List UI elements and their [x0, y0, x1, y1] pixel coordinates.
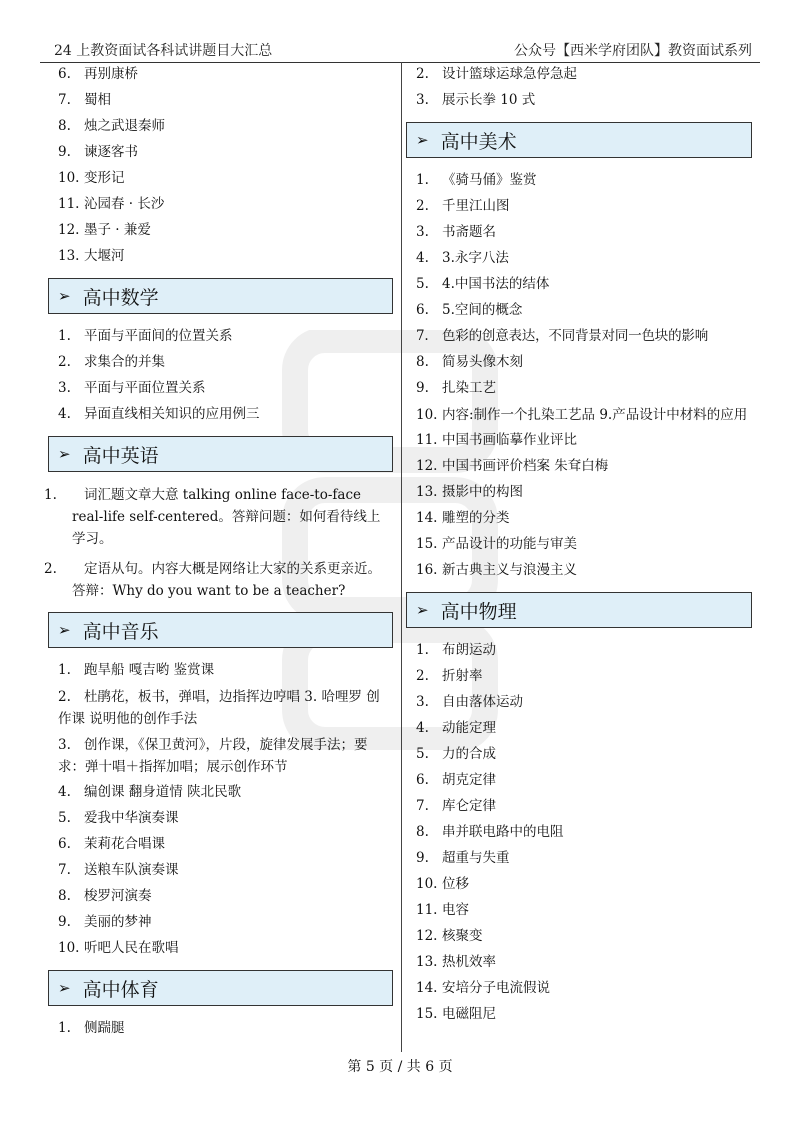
list-item: 1. 词汇题文章大意 talking online face-to-face real-life self-centered。答辩问题：如何看待线上学习。 [44, 487, 381, 547]
right-column [406, 62, 752, 1028]
header-source: 公众号【西米学府团队】教资面试系列 [514, 43, 752, 59]
list-item: 2. 折射率 [416, 668, 483, 684]
arrow-icon: ➢ [416, 131, 429, 149]
section-title: 高中美术 [440, 130, 517, 153]
list-item: 14. 雕塑的分类 [416, 510, 510, 526]
list-item: 10. 内容:制作一个扎染工艺品 9.产品设计中材料的应用 [416, 407, 748, 423]
list-item: 2. 定语从句。内容大概是网络让大家的关系更亲近。答辩：Why do you want to be a teacher? [44, 561, 381, 599]
list-item: 7. 色彩的创意表达，不同背景对同一色块的影响 [416, 328, 708, 344]
list-item: 5. 爱我中华演奏课 [58, 810, 179, 826]
list-item: 16. 新古典主义与浪漫主义 [416, 562, 577, 578]
art-list [406, 168, 752, 584]
music-list [48, 658, 393, 962]
list-item: 1. 跑旱船 嘎吉哟 鉴赏课 [58, 662, 215, 678]
section-title: 高中英语 [82, 444, 159, 467]
section-header-music [48, 612, 393, 648]
list-item: 8. 烛之武退秦师 [58, 118, 165, 134]
list-item: 13. 热机效率 [416, 954, 496, 970]
arrow-icon: ➢ [58, 445, 71, 463]
list-item: 6. 胡克定律 [416, 772, 496, 788]
list-item: 4. 异面直线相关知识的应用例三 [58, 406, 260, 422]
math-list [48, 324, 393, 428]
chinese-list [48, 62, 393, 270]
list-item: 7. 送粮车队演奏课 [58, 862, 179, 878]
list-item: 8. 梭罗河演奏 [58, 888, 152, 904]
arrow-icon: ➢ [58, 287, 71, 305]
list-item: 7. 库仑定律 [416, 798, 496, 814]
list-item: 2. 求集合的并集 [58, 354, 165, 370]
arrow-icon: ➢ [58, 621, 71, 639]
list-item: 7. 蜀相 [58, 92, 111, 108]
list-item: 3. 自由落体运动 [416, 694, 523, 710]
arrow-icon: ➢ [58, 979, 71, 997]
list-item: 5. 力的合成 [416, 746, 496, 762]
list-item: 2. 千里江山图 [416, 198, 510, 214]
section-title: 高中数学 [82, 286, 159, 309]
page-footer: 第 5 页 / 共 6 页 [347, 1059, 453, 1075]
physics-list [406, 638, 752, 1028]
pe-list [48, 1016, 393, 1042]
list-item: 9. 超重与失重 [416, 850, 510, 866]
list-item: 15. 电磁阻尼 [416, 1006, 496, 1022]
section-title: 高中音乐 [82, 620, 159, 643]
column-divider [401, 62, 402, 1052]
english-list [44, 482, 393, 604]
list-item: 12. 中国书画评价档案 朱耷白梅 [416, 458, 609, 474]
list-item: 3. 创作课，《保卫黄河》，片段，旋律发展手法；要求：弹十唱＋指挥加唱；展示创作环节 [58, 737, 368, 775]
list-item: 1. 平面与平面间的位置关系 [58, 328, 233, 344]
list-item: 6. 再别康桥 [58, 66, 138, 82]
list-item: 5. 4.中国书法的结体 [416, 276, 550, 292]
list-item: 11. 中国书画临摹作业评比 [416, 432, 577, 448]
list-item: 9. 谏逐客书 [58, 144, 138, 160]
list-item: 4. 编创课 翻身道情 陕北民歌 [58, 784, 242, 800]
list-item: 9. 扎染工艺 [416, 380, 496, 396]
list-item: 15. 产品设计的功能与审美 [416, 536, 577, 552]
list-item: 1. 《骑马俑》鉴赏 [416, 172, 537, 188]
section-header-art [406, 122, 752, 158]
list-item: 13. 大堰河 [58, 248, 125, 264]
section-title: 高中物理 [440, 600, 517, 623]
list-item: 8. 简易头像木刻 [416, 354, 523, 370]
list-item: 10. 听吧人民在歌唱 [58, 940, 179, 956]
section-title: 高中体育 [82, 978, 159, 1001]
header-title: 24 上教资面试各科试讲题目大汇总 [54, 43, 273, 59]
list-item: 12. 墨子 · 兼爱 [58, 222, 151, 238]
list-item: 2. 杜鹃花，板书，弹唱，边指挥边哼唱 3. 哈哩罗 创作课 说明他的创作手法 [58, 689, 380, 727]
list-item: 11. 电容 [416, 902, 469, 918]
list-item: 1. 布朗运动 [416, 642, 496, 658]
list-item: 9. 美丽的梦神 [58, 914, 152, 930]
page-header [40, 36, 760, 63]
list-item: 10. 位移 [416, 876, 469, 892]
section-header-math [48, 278, 393, 314]
list-item: 11. 沁园春 · 长沙 [58, 196, 165, 212]
section-header-physics [406, 592, 752, 628]
left-column [44, 62, 393, 1042]
list-item: 8. 串并联电路中的电阻 [416, 824, 564, 840]
list-item: 4. 3.永字八法 [416, 250, 509, 266]
list-item: 14. 安培分子电流假说 [416, 980, 550, 996]
list-item: 1. 侧踹腿 [58, 1020, 125, 1036]
list-item: 3. 平面与平面位置关系 [58, 380, 206, 396]
arrow-icon: ➢ [416, 601, 429, 619]
list-item: 6. 5.空间的概念 [416, 302, 523, 318]
list-item: 12. 核聚变 [416, 928, 483, 944]
pe-continued-list [406, 62, 752, 114]
list-item: 10. 变形记 [58, 170, 125, 186]
list-item: 6. 茉莉花合唱课 [58, 836, 165, 852]
section-header-pe [48, 970, 393, 1006]
list-item: 13. 摄影中的构图 [416, 484, 523, 500]
list-item: 2. 设计篮球运球急停急起 [416, 66, 577, 82]
section-header-english [48, 436, 393, 472]
list-item: 4. 动能定理 [416, 720, 496, 736]
list-item: 3. 书斋题名 [416, 224, 496, 240]
list-item: 3. 展示长拳 10 式 [416, 92, 536, 108]
